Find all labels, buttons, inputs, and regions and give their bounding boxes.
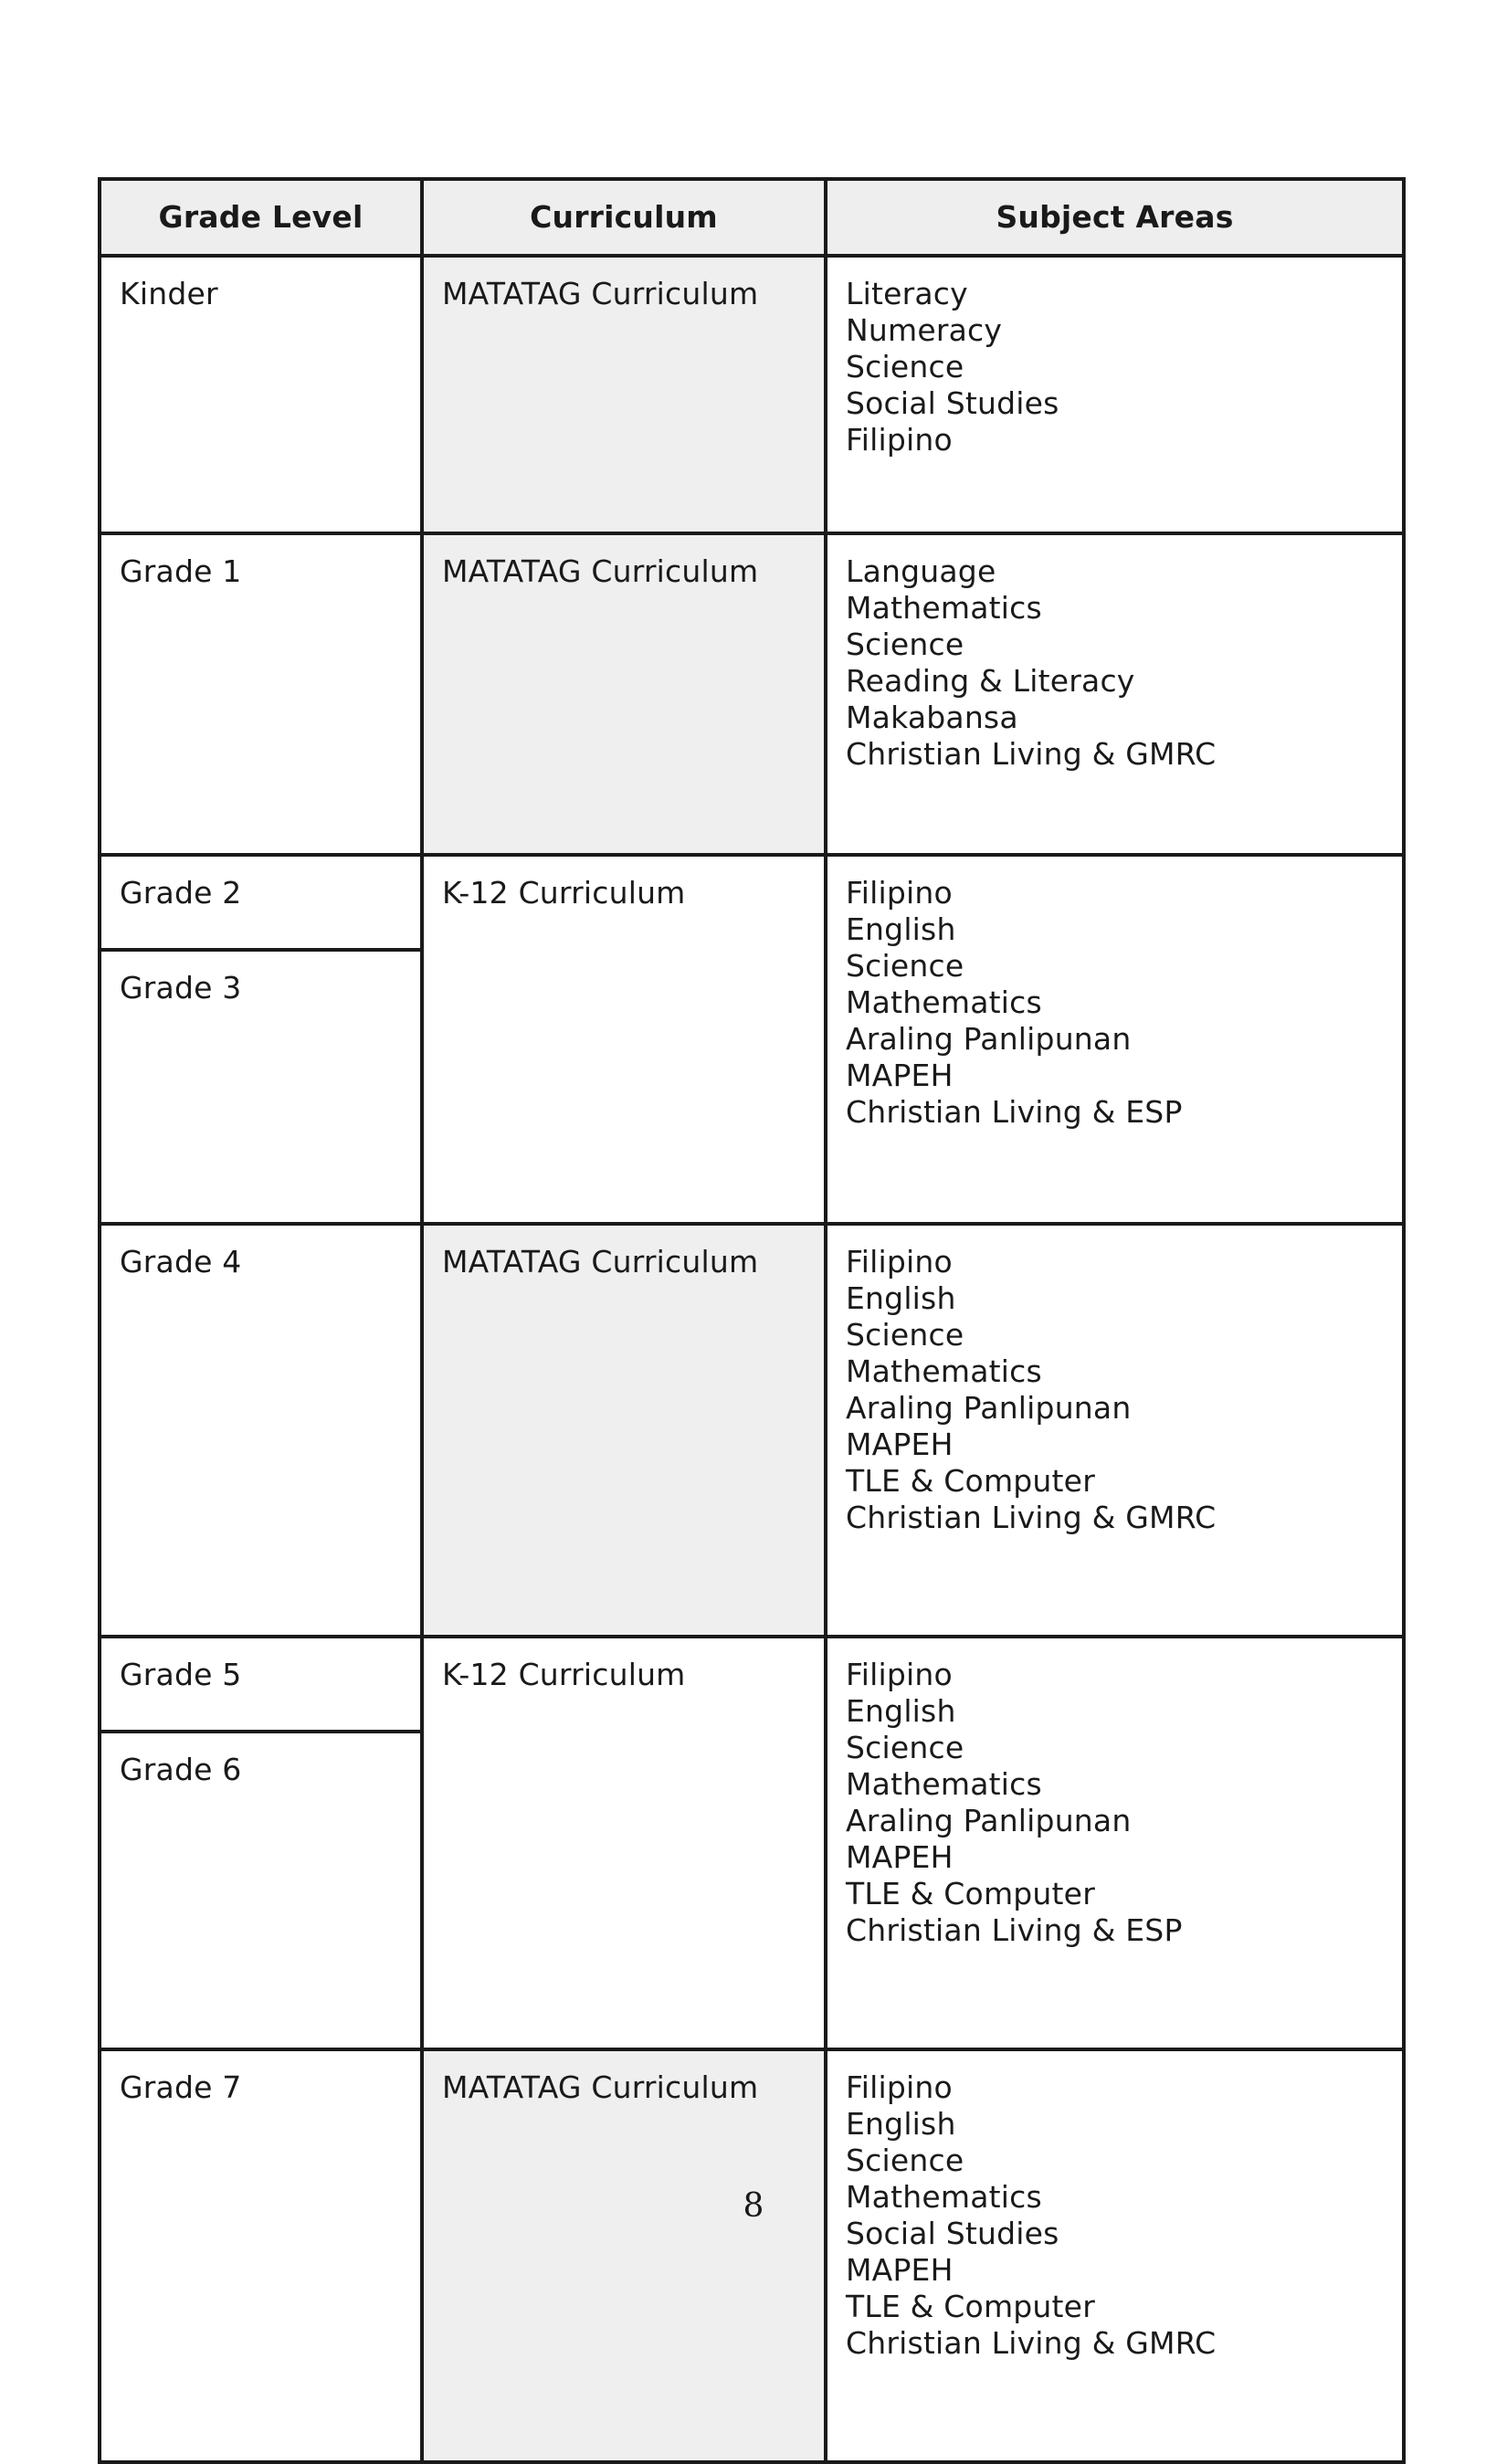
subject-item: Filipino bbox=[846, 1657, 953, 1692]
page-number: 8 bbox=[743, 2187, 764, 2225]
subject-item: MAPEH bbox=[846, 1427, 954, 1462]
subject-item: Christian Living & GMRC bbox=[846, 2325, 1217, 2361]
subject-item: Science bbox=[846, 627, 964, 662]
grade-level-cell: Grade 4 bbox=[100, 1224, 422, 1637]
subject-item: TLE & Computer bbox=[846, 1463, 1095, 1499]
subject-areas-cell bbox=[826, 855, 1404, 1224]
subject-item: Christian Living & GMRC bbox=[846, 736, 1217, 772]
subject-areas-cell bbox=[826, 2049, 1404, 2462]
table-row bbox=[100, 1224, 1404, 1637]
subject-item: Filipino bbox=[846, 2069, 953, 2105]
header-row bbox=[100, 179, 1404, 256]
table-header bbox=[100, 179, 1404, 256]
subject-item: Christian Living & ESP bbox=[846, 1912, 1183, 1948]
subject-item: Filipino bbox=[846, 875, 953, 911]
subject-item: Mathematics bbox=[846, 985, 1042, 1020]
subject-item: MAPEH bbox=[846, 1058, 954, 1093]
subject-item: English bbox=[846, 911, 956, 947]
grade-level-cell: Grade 6 bbox=[100, 1732, 422, 2049]
subject-item: Science bbox=[846, 2143, 964, 2178]
subject-areas-cell bbox=[826, 1637, 1404, 2049]
subject-item: Araling Panlipunan bbox=[846, 1803, 1132, 1838]
subject-item: Reading & Literacy bbox=[846, 663, 1135, 699]
subject-item: Literacy bbox=[846, 276, 968, 311]
subject-item: Christian Living & GMRC bbox=[846, 1500, 1217, 1535]
subject-item: Araling Panlipunan bbox=[846, 1021, 1132, 1057]
header-grade-level: Grade Level bbox=[100, 179, 422, 256]
table-row bbox=[100, 2049, 1404, 2462]
grade-level-cell: Grade 7 bbox=[100, 2049, 422, 2462]
subject-areas-cell bbox=[826, 256, 1404, 533]
subject-item: Science bbox=[846, 349, 964, 384]
curriculum-table bbox=[98, 177, 1406, 2464]
table-row bbox=[100, 855, 1404, 950]
subject-item: TLE & Computer bbox=[846, 2289, 1095, 2324]
table-row bbox=[100, 1637, 1404, 1732]
header-curriculum: Curriculum bbox=[422, 179, 826, 256]
curriculum-cell: K-12 Curriculum bbox=[422, 1637, 826, 2049]
grade-level-cell: Grade 5 bbox=[100, 1637, 422, 1732]
subject-item: Science bbox=[846, 948, 964, 984]
subject-item: Social Studies bbox=[846, 385, 1059, 421]
curriculum-cell: MATATAG Curriculum bbox=[422, 2049, 826, 2462]
header-subject-areas: Subject Areas bbox=[826, 179, 1404, 256]
subject-areas-cell bbox=[826, 533, 1404, 855]
subject-item: Numeracy bbox=[846, 312, 1003, 348]
table-row bbox=[100, 533, 1404, 855]
subject-item: Araling Panlipunan bbox=[846, 1390, 1132, 1426]
subject-item: Filipino bbox=[846, 422, 953, 458]
subject-item: Mathematics bbox=[846, 590, 1042, 626]
curriculum-cell: MATATAG Curriculum bbox=[422, 533, 826, 855]
subject-item: MAPEH bbox=[846, 2252, 954, 2288]
curriculum-cell: MATATAG Curriculum bbox=[422, 1224, 826, 1637]
subject-item: Christian Living & ESP bbox=[846, 1094, 1183, 1130]
subject-areas-cell bbox=[826, 1224, 1404, 1637]
subject-item: Science bbox=[846, 1317, 964, 1353]
table-body bbox=[100, 256, 1404, 2462]
grade-level-cell: Grade 1 bbox=[100, 533, 422, 855]
grade-level-cell: Grade 3 bbox=[100, 950, 422, 1224]
table-row bbox=[100, 256, 1404, 533]
subject-item: Mathematics bbox=[846, 2179, 1042, 2215]
subject-item: TLE & Computer bbox=[846, 1876, 1095, 1911]
subject-item: English bbox=[846, 1693, 956, 1729]
curriculum-cell: MATATAG Curriculum bbox=[422, 256, 826, 533]
curriculum-cell: K-12 Curriculum bbox=[422, 855, 826, 1224]
grade-level-cell: Kinder bbox=[100, 256, 422, 533]
subject-item: Social Studies bbox=[846, 2216, 1059, 2251]
subject-item: Mathematics bbox=[846, 1766, 1042, 1802]
subject-item: Science bbox=[846, 1730, 964, 1765]
subject-item: Filipino bbox=[846, 1244, 953, 1279]
grade-level-cell: Grade 2 bbox=[100, 855, 422, 950]
subject-item: English bbox=[846, 2106, 956, 2142]
subject-item: Mathematics bbox=[846, 1353, 1042, 1389]
subject-item: Language bbox=[846, 553, 996, 589]
subject-item: MAPEH bbox=[846, 1839, 954, 1875]
subject-item: Makabansa bbox=[846, 700, 1018, 735]
subject-item: English bbox=[846, 1280, 956, 1316]
